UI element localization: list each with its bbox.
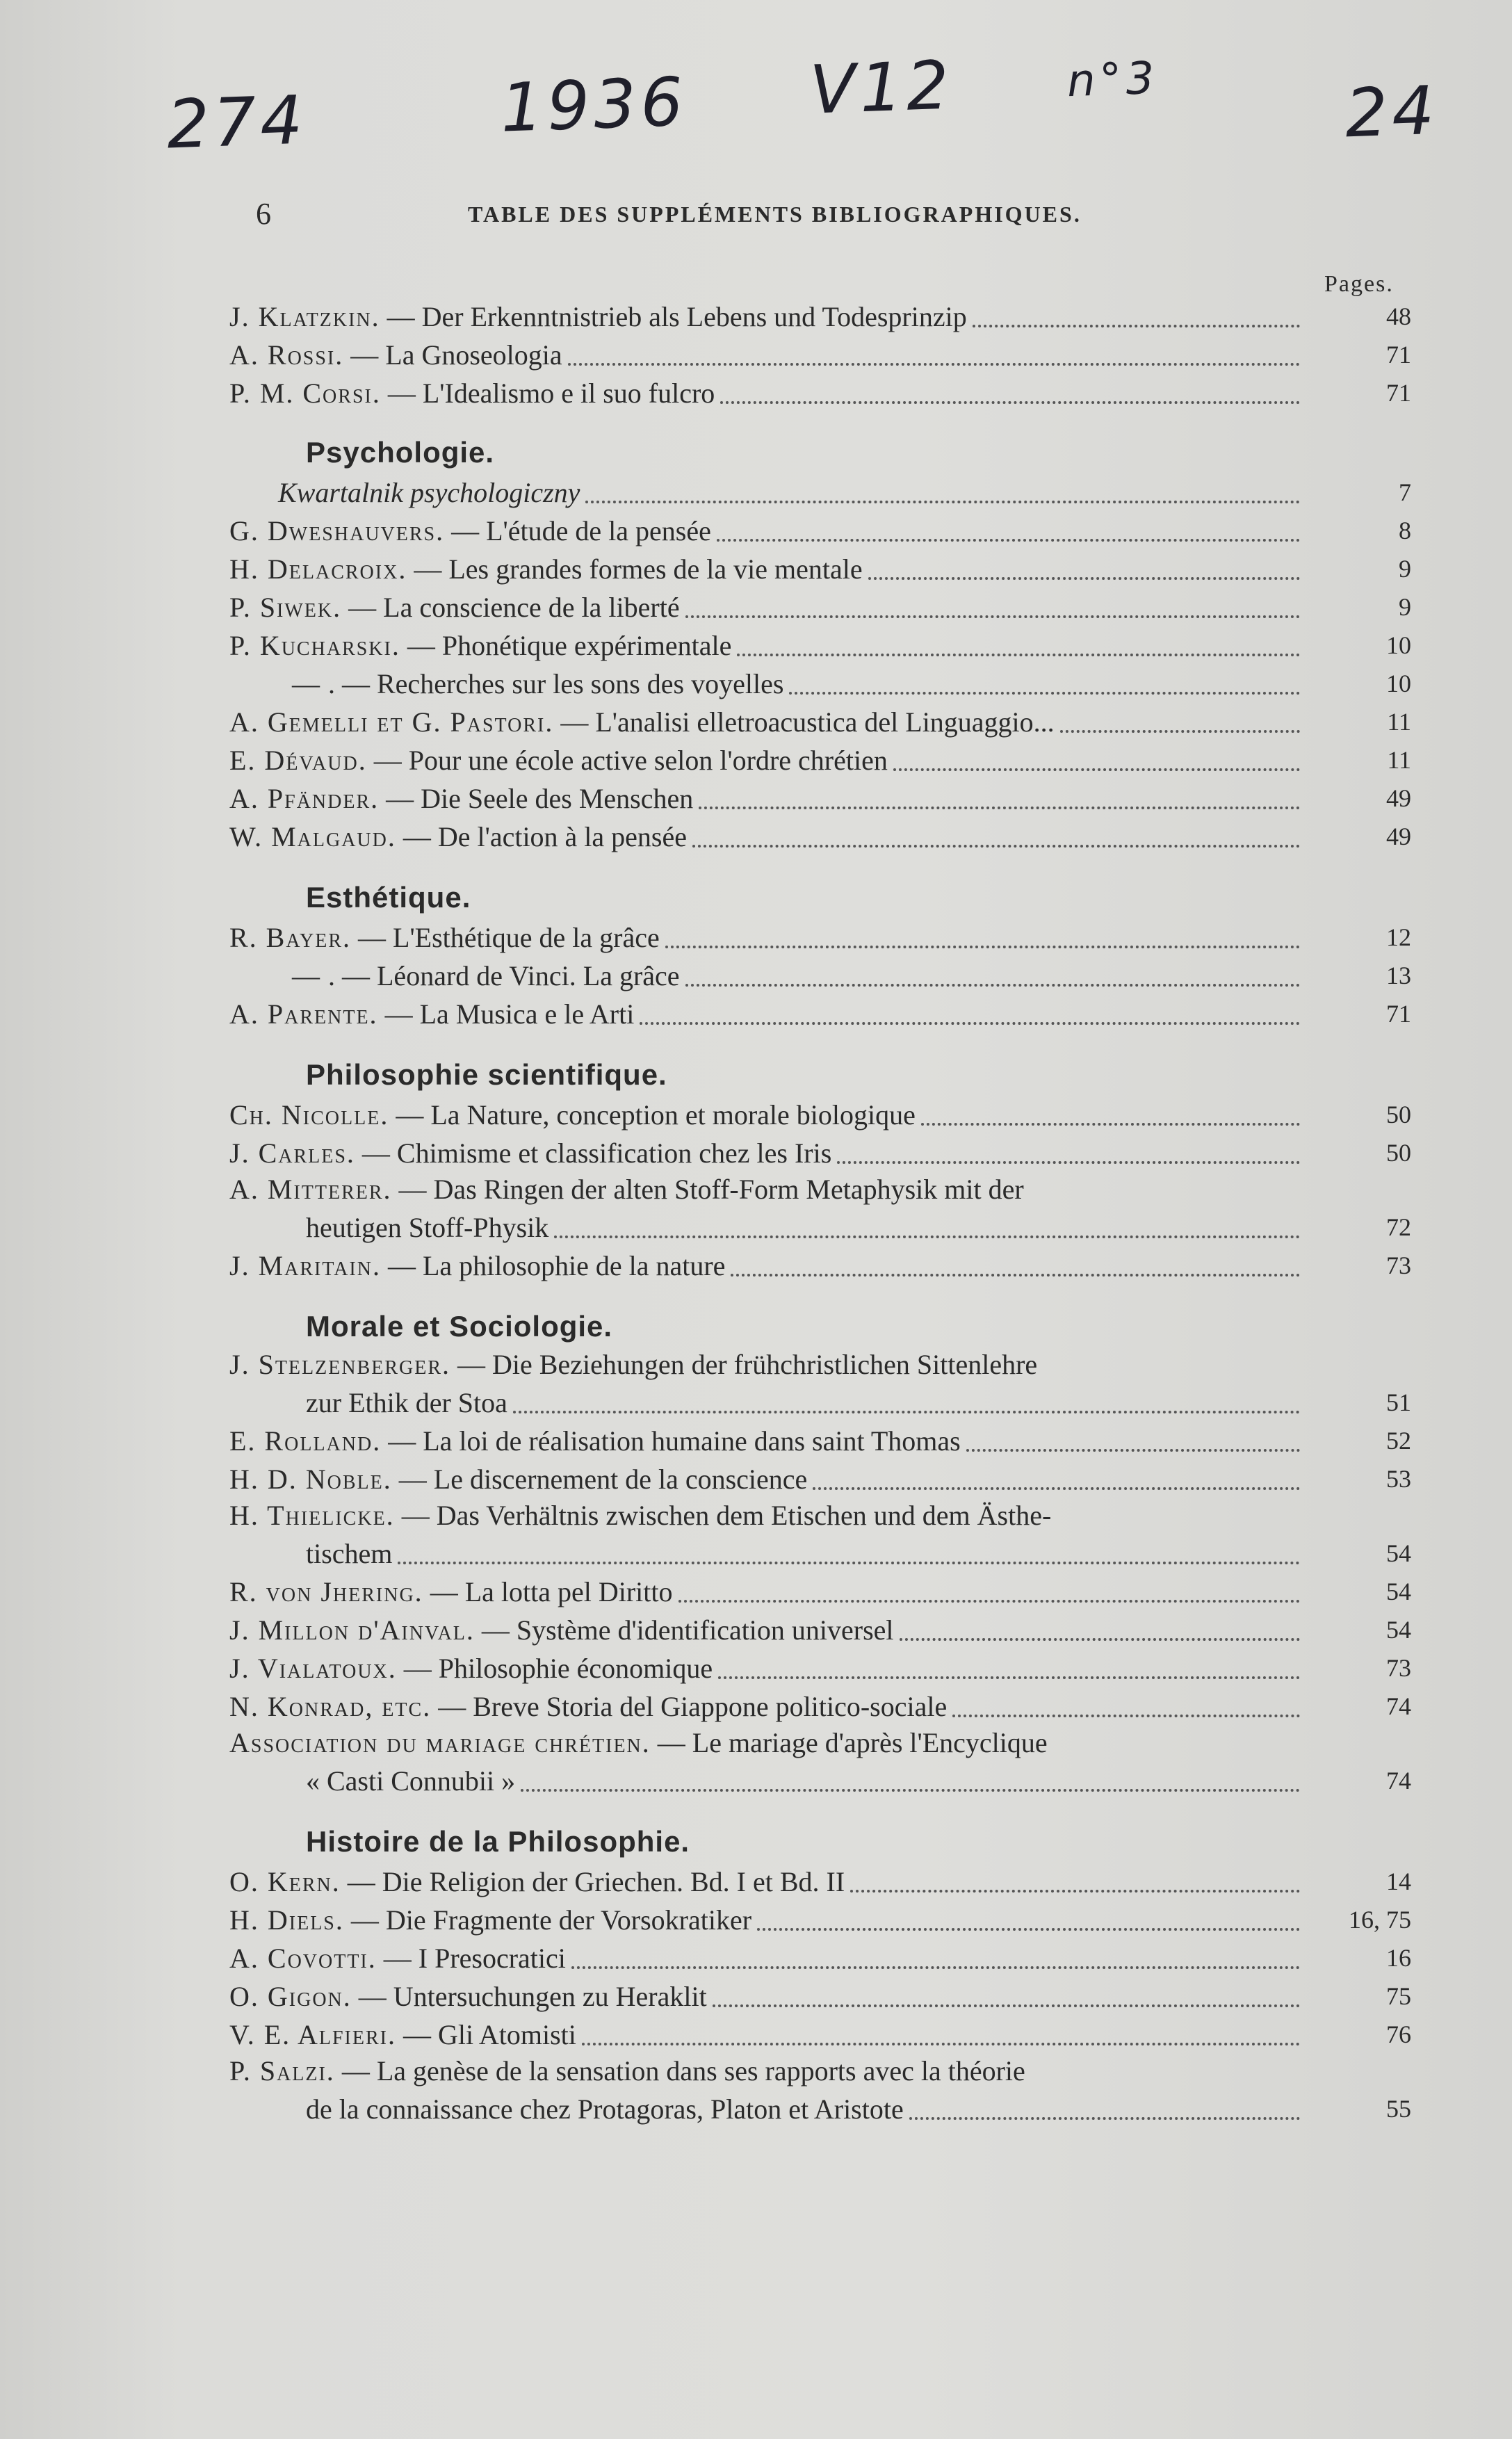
entry-title: — Die Seele des Menschen (386, 783, 694, 814)
entry-page: 54 (1386, 1616, 1411, 1644)
entry-author: P. Salzi. (229, 2055, 335, 2086)
section-heading: Histoire de la Philosophie. (306, 1825, 690, 1858)
entry-page: 48 (1386, 302, 1411, 330)
entry-title: — La philosophie de la nature (387, 1250, 726, 1281)
entry-author: R. von Jhering. (229, 1576, 423, 1607)
dot-leader (731, 1273, 1300, 1277)
toc-entry (229, 473, 1411, 512)
entry-text (229, 779, 693, 818)
entry-text (229, 1460, 807, 1498)
toc-entry (229, 1649, 1411, 1687)
entry-text (229, 665, 783, 703)
entry-author: P. Siwek. (229, 592, 342, 623)
table-of-contents (229, 298, 1411, 2128)
toc-entry (229, 1863, 1411, 1901)
entry-title: — Système d'identification universel (481, 1614, 894, 1646)
section-heading: Esthétique. (306, 881, 471, 914)
entry-page: 74 (1386, 1767, 1411, 1794)
dot-leader (685, 615, 1300, 618)
entry-page: 12 (1386, 923, 1411, 951)
entry-author: A. Pfänder. (229, 783, 380, 814)
entry-title-continued: « Casti Connubii » (306, 1765, 516, 1797)
toc-entry (229, 1460, 1411, 1498)
toc-entry (229, 2054, 1411, 2090)
entry-text (229, 1422, 961, 1460)
toc-entry (229, 1977, 1411, 2016)
entry-text (229, 1649, 713, 1687)
entry-page: 51 (1386, 1388, 1411, 1416)
entry-page: 9 (1399, 593, 1411, 621)
toc-entry (229, 2016, 1411, 2054)
toc-entry (229, 779, 1411, 818)
toc-entry (229, 550, 1411, 588)
dot-leader (921, 1122, 1300, 1126)
dot-leader (952, 1714, 1300, 1717)
entry-page: 8 (1399, 517, 1411, 544)
toc-entry (229, 336, 1411, 374)
dot-leader (554, 1235, 1300, 1238)
entry-title-continued: heutigen Stoff-Physik (306, 1212, 549, 1243)
entry-title-continued: zur Ethik der Stoa (306, 1387, 507, 1418)
dot-leader (513, 1410, 1300, 1413)
dot-leader (398, 1561, 1300, 1564)
toc-entry (229, 1347, 1411, 1384)
entry-author: H. Delacroix. (229, 553, 407, 585)
dot-leader (699, 806, 1300, 809)
toc-entry (229, 957, 1411, 995)
dot-leader (966, 1448, 1300, 1452)
dot-leader (713, 2004, 1300, 2007)
handwritten-note-4: n°3 (1066, 52, 1160, 108)
dot-leader (900, 1637, 1300, 1641)
entry-text (229, 1901, 751, 1939)
entry-page: 9 (1399, 555, 1411, 583)
toc-entry (229, 1096, 1411, 1134)
dot-leader (678, 1599, 1301, 1603)
toc-entry (229, 626, 1411, 665)
entry-page: 49 (1386, 823, 1411, 850)
entry-text (229, 1939, 566, 1977)
entry-text (229, 995, 634, 1033)
entry-text (229, 626, 731, 665)
entry-page: 13 (1386, 962, 1411, 989)
entry-title: . — Recherches sur les sons des voyelles (328, 668, 784, 699)
entry-title: — Breve Storia del Giappone politico-sociale (438, 1691, 948, 1722)
dot-leader (521, 1788, 1300, 1792)
pages-column-label: Pages. (1324, 271, 1394, 297)
entry-page: 54 (1386, 1578, 1411, 1605)
entry-text (229, 818, 687, 856)
entry-author: O. Kern. (229, 1866, 341, 1897)
entry-title: — Die Religion der Griechen. Bd. I et Bd. II (347, 1866, 845, 1897)
entry-page: 71 (1386, 341, 1411, 368)
entry-author: — (292, 960, 321, 991)
entry-title: — L'étude de la pensée (451, 515, 711, 546)
toc-entry (229, 703, 1411, 741)
entry-text (229, 957, 680, 995)
entry-page: 75 (1386, 1982, 1411, 2010)
toc-entry (229, 818, 1411, 856)
entry-page: 54 (1386, 1539, 1411, 1567)
entry-text (229, 1573, 673, 1611)
entry-author: J. Millon d'Ainval. (229, 1614, 475, 1646)
entry-text (229, 1496, 1051, 1534)
toc-entry-continuation (229, 1534, 1411, 1573)
dot-leader (585, 500, 1300, 503)
entry-page: 16 (1386, 1944, 1411, 1972)
entry-author: A. Gemelli et G. Pastori. (229, 706, 554, 738)
toc-entry-continuation (229, 1762, 1411, 1800)
entry-author: A. Rossi. (229, 339, 344, 371)
dot-leader (720, 400, 1300, 404)
entry-author: P. M. Corsi. (229, 378, 381, 409)
entry-title: — La loi de réalisation humaine dans saint Thomas (388, 1425, 961, 1457)
entry-text (229, 1134, 831, 1172)
entry-page: 11 (1387, 708, 1411, 736)
section-heading: Philosophie scientifique. (306, 1058, 667, 1091)
entry-text (229, 298, 967, 336)
entry-author: P. Kucharski. (229, 630, 400, 661)
entry-author: H. Thielicke. (229, 1500, 395, 1531)
dot-leader (685, 983, 1300, 987)
entry-author: E. Rolland. (229, 1425, 382, 1457)
entry-page: 71 (1386, 379, 1411, 407)
entry-title: — La conscience de la liberté (348, 592, 680, 623)
running-title: TABLE DES SUPPLÉMENTS BIBLIOGRAPHIQUES. (468, 202, 1082, 227)
entry-page: 55 (1386, 2095, 1411, 2123)
entry-title: — De l'action à la pensée (403, 821, 688, 852)
toc-entry (229, 588, 1411, 626)
entry-text (229, 374, 715, 412)
handwritten-note-3: V12 (808, 46, 954, 129)
entry-title: — L'Esthétique de la grâce (358, 922, 660, 953)
entry-text (229, 473, 580, 512)
dot-leader (737, 653, 1300, 656)
entry-text (229, 336, 562, 374)
toc-entry (229, 1247, 1411, 1285)
entry-title: — Das Verhältnis zwischen dem Etischen und dem Ästhe- (401, 1500, 1052, 1531)
entry-text (229, 1170, 1024, 1208)
dot-leader (568, 362, 1300, 366)
entry-text (229, 1724, 1048, 1762)
entry-title: — Le mariage d'après l'Encyclique (657, 1727, 1048, 1758)
entry-text (229, 1247, 725, 1285)
toc-entry (229, 512, 1411, 550)
entry-author: W. Malgaud. (229, 821, 396, 852)
entry-page: 53 (1386, 1465, 1411, 1493)
toc-entry-continuation (229, 1208, 1411, 1247)
entry-author: A. Mitterer. (229, 1174, 392, 1205)
entry-title: — Der Erkenntnistrieb als Lebens und Todesprinzip (387, 301, 967, 332)
entry-page: 76 (1386, 2020, 1411, 2048)
entry-author: Ch. Nicolle. (229, 1099, 389, 1131)
entry-title: — Le discernement de la conscience (398, 1464, 808, 1495)
entry-title: . — Léonard de Vinci. La grâce (328, 960, 680, 991)
toc-entry (229, 1901, 1411, 1939)
entry-text (229, 2016, 576, 2054)
entry-text (229, 512, 711, 550)
toc-entry (229, 1573, 1411, 1611)
entry-author: E. Dévaud. (229, 745, 367, 776)
entry-title: — Phonétique expérimentale (407, 630, 732, 661)
entry-title-continued: de la connaissance chez Protagoras, Platon et Aristote (306, 2093, 904, 2125)
section-heading: Psychologie. (306, 436, 495, 469)
entry-author: H. D. Noble. (229, 1464, 392, 1495)
entry-author: J. Klatzkin. (229, 301, 380, 332)
toc-entry (229, 995, 1411, 1033)
entry-title: — Chimisme et classification chez les Iris (361, 1137, 832, 1169)
entry-title: — Pour une école active selon l'ordre chrétien (373, 745, 888, 776)
dot-leader (582, 2042, 1300, 2045)
entry-title: — La lotta pel Diritto (430, 1576, 673, 1607)
entry-title: Kwartalnik psychologiczny (278, 477, 580, 508)
toc-entry (229, 1687, 1411, 1726)
dot-leader (850, 1889, 1300, 1893)
toc-entry-continuation (229, 2090, 1411, 2128)
entry-author: O. Gigon. (229, 1981, 352, 2012)
entry-page: 72 (1386, 1213, 1411, 1241)
toc-entry (229, 1498, 1411, 1534)
entry-page: 7 (1399, 478, 1411, 506)
entry-page: 50 (1386, 1101, 1411, 1128)
entry-text (229, 1863, 845, 1901)
entry-author: V. E. Alfieri. (229, 2019, 396, 2050)
entry-title: — Gli Atomisti (403, 2019, 576, 2050)
entry-title: — I Presocratici (383, 1943, 566, 1974)
entry-text (229, 1611, 894, 1649)
toc-entry (229, 1422, 1411, 1460)
entry-page: 10 (1386, 631, 1411, 659)
dot-leader (692, 844, 1300, 848)
toc-entry (229, 1726, 1411, 1762)
entry-text (229, 703, 1055, 741)
entry-title: — Les grandes formes de la vie mentale (414, 553, 863, 585)
entry-title: — L'analisi elletroacustica del Linguaggio... (560, 706, 1055, 738)
entry-page: 52 (1386, 1427, 1411, 1455)
toc-entry-continuation (229, 1384, 1411, 1422)
entry-author: A. Covotti. (229, 1943, 377, 1974)
entry-title-continued: tischem (306, 1538, 393, 1569)
entry-text (229, 2052, 1025, 2090)
entry-author: J. Vialatoux. (229, 1653, 397, 1684)
page-number: 6 (256, 197, 271, 231)
entry-text (229, 1345, 1037, 1384)
entry-title: — Die Beziehungen der frühchristlichen Sittenlehre (457, 1349, 1038, 1380)
entry-title: — Die Fragmente der Vorsokratiker (350, 1904, 752, 1936)
dot-leader (717, 538, 1300, 542)
dot-leader (757, 1927, 1300, 1931)
entry-author: — (292, 668, 321, 699)
toc-entry (229, 741, 1411, 779)
entry-page: 11 (1387, 746, 1411, 774)
entry-page: 74 (1386, 1692, 1411, 1720)
toc-entry (229, 1172, 1411, 1208)
dot-leader (571, 1966, 1300, 1969)
dot-leader (718, 1676, 1300, 1679)
entry-page: 10 (1386, 670, 1411, 697)
toc-entry (229, 1611, 1411, 1649)
entry-author: A. Parente. (229, 998, 378, 1030)
entry-text (229, 1977, 707, 2016)
entry-author: H. Diels. (229, 1904, 344, 1936)
toc-entry (229, 1939, 1411, 1977)
dot-leader (837, 1160, 1300, 1164)
entry-page: 16, 75 (1349, 1906, 1411, 1934)
entry-title: — La Musica e le Arti (384, 998, 635, 1030)
entry-text (229, 1096, 916, 1134)
entry-author: J. Maritain. (229, 1250, 381, 1281)
dot-leader (893, 768, 1300, 771)
dot-leader (868, 576, 1300, 580)
entry-author: N. Konrad, etc. (229, 1691, 432, 1722)
entry-title: — Das Ringen der alten Stoff-Form Metaphysik mit der (398, 1174, 1024, 1205)
entry-text (229, 550, 863, 588)
entry-author: J. Carles. (229, 1137, 355, 1169)
entry-page: 49 (1386, 784, 1411, 812)
entry-title: — Untersuchungen zu Heraklit (358, 1981, 707, 2012)
entry-title: — La Gnoseologia (350, 339, 562, 371)
toc-entry (229, 665, 1411, 703)
entry-text (229, 588, 680, 626)
dot-leader (813, 1486, 1300, 1490)
entry-page: 73 (1386, 1654, 1411, 1682)
entry-title: — La Nature, conception et morale biologique (396, 1099, 916, 1131)
dot-leader (973, 324, 1300, 327)
entry-title: — La genèse de la sensation dans ses rapports avec la théorie (341, 2055, 1025, 2086)
entry-author: Association du mariage chrétien. (229, 1727, 651, 1758)
entry-page: 73 (1386, 1251, 1411, 1279)
entry-page: 50 (1386, 1139, 1411, 1167)
handwritten-note-2: 1936 (499, 63, 689, 147)
dot-leader (665, 945, 1300, 948)
handwritten-note-1: 274 (165, 81, 309, 164)
entry-text (229, 1687, 947, 1726)
page-header (256, 196, 1382, 238)
entry-title: — Philosophie économique (403, 1653, 713, 1684)
entry-author: R. Bayer. (229, 922, 352, 953)
dot-leader (1060, 729, 1300, 733)
entry-author: G. Dweshauvers. (229, 515, 445, 546)
entry-title: — L'Idealismo e il suo fulcro (387, 378, 715, 409)
entry-author: J. Stelzenberger. (229, 1349, 451, 1380)
dot-leader (909, 2116, 1300, 2120)
toc-entry (229, 1134, 1411, 1172)
handwritten-note-5: 24 (1344, 71, 1440, 153)
entry-text (229, 918, 660, 957)
entry-page: 14 (1386, 1867, 1411, 1895)
toc-entry (229, 298, 1411, 336)
toc-entry (229, 374, 1411, 412)
dot-leader (789, 691, 1300, 695)
dot-leader (640, 1021, 1300, 1025)
toc-entry (229, 918, 1411, 957)
section-heading: Morale et Sociologie. (306, 1310, 613, 1343)
entry-text (229, 741, 888, 779)
entry-page: 71 (1386, 1000, 1411, 1028)
